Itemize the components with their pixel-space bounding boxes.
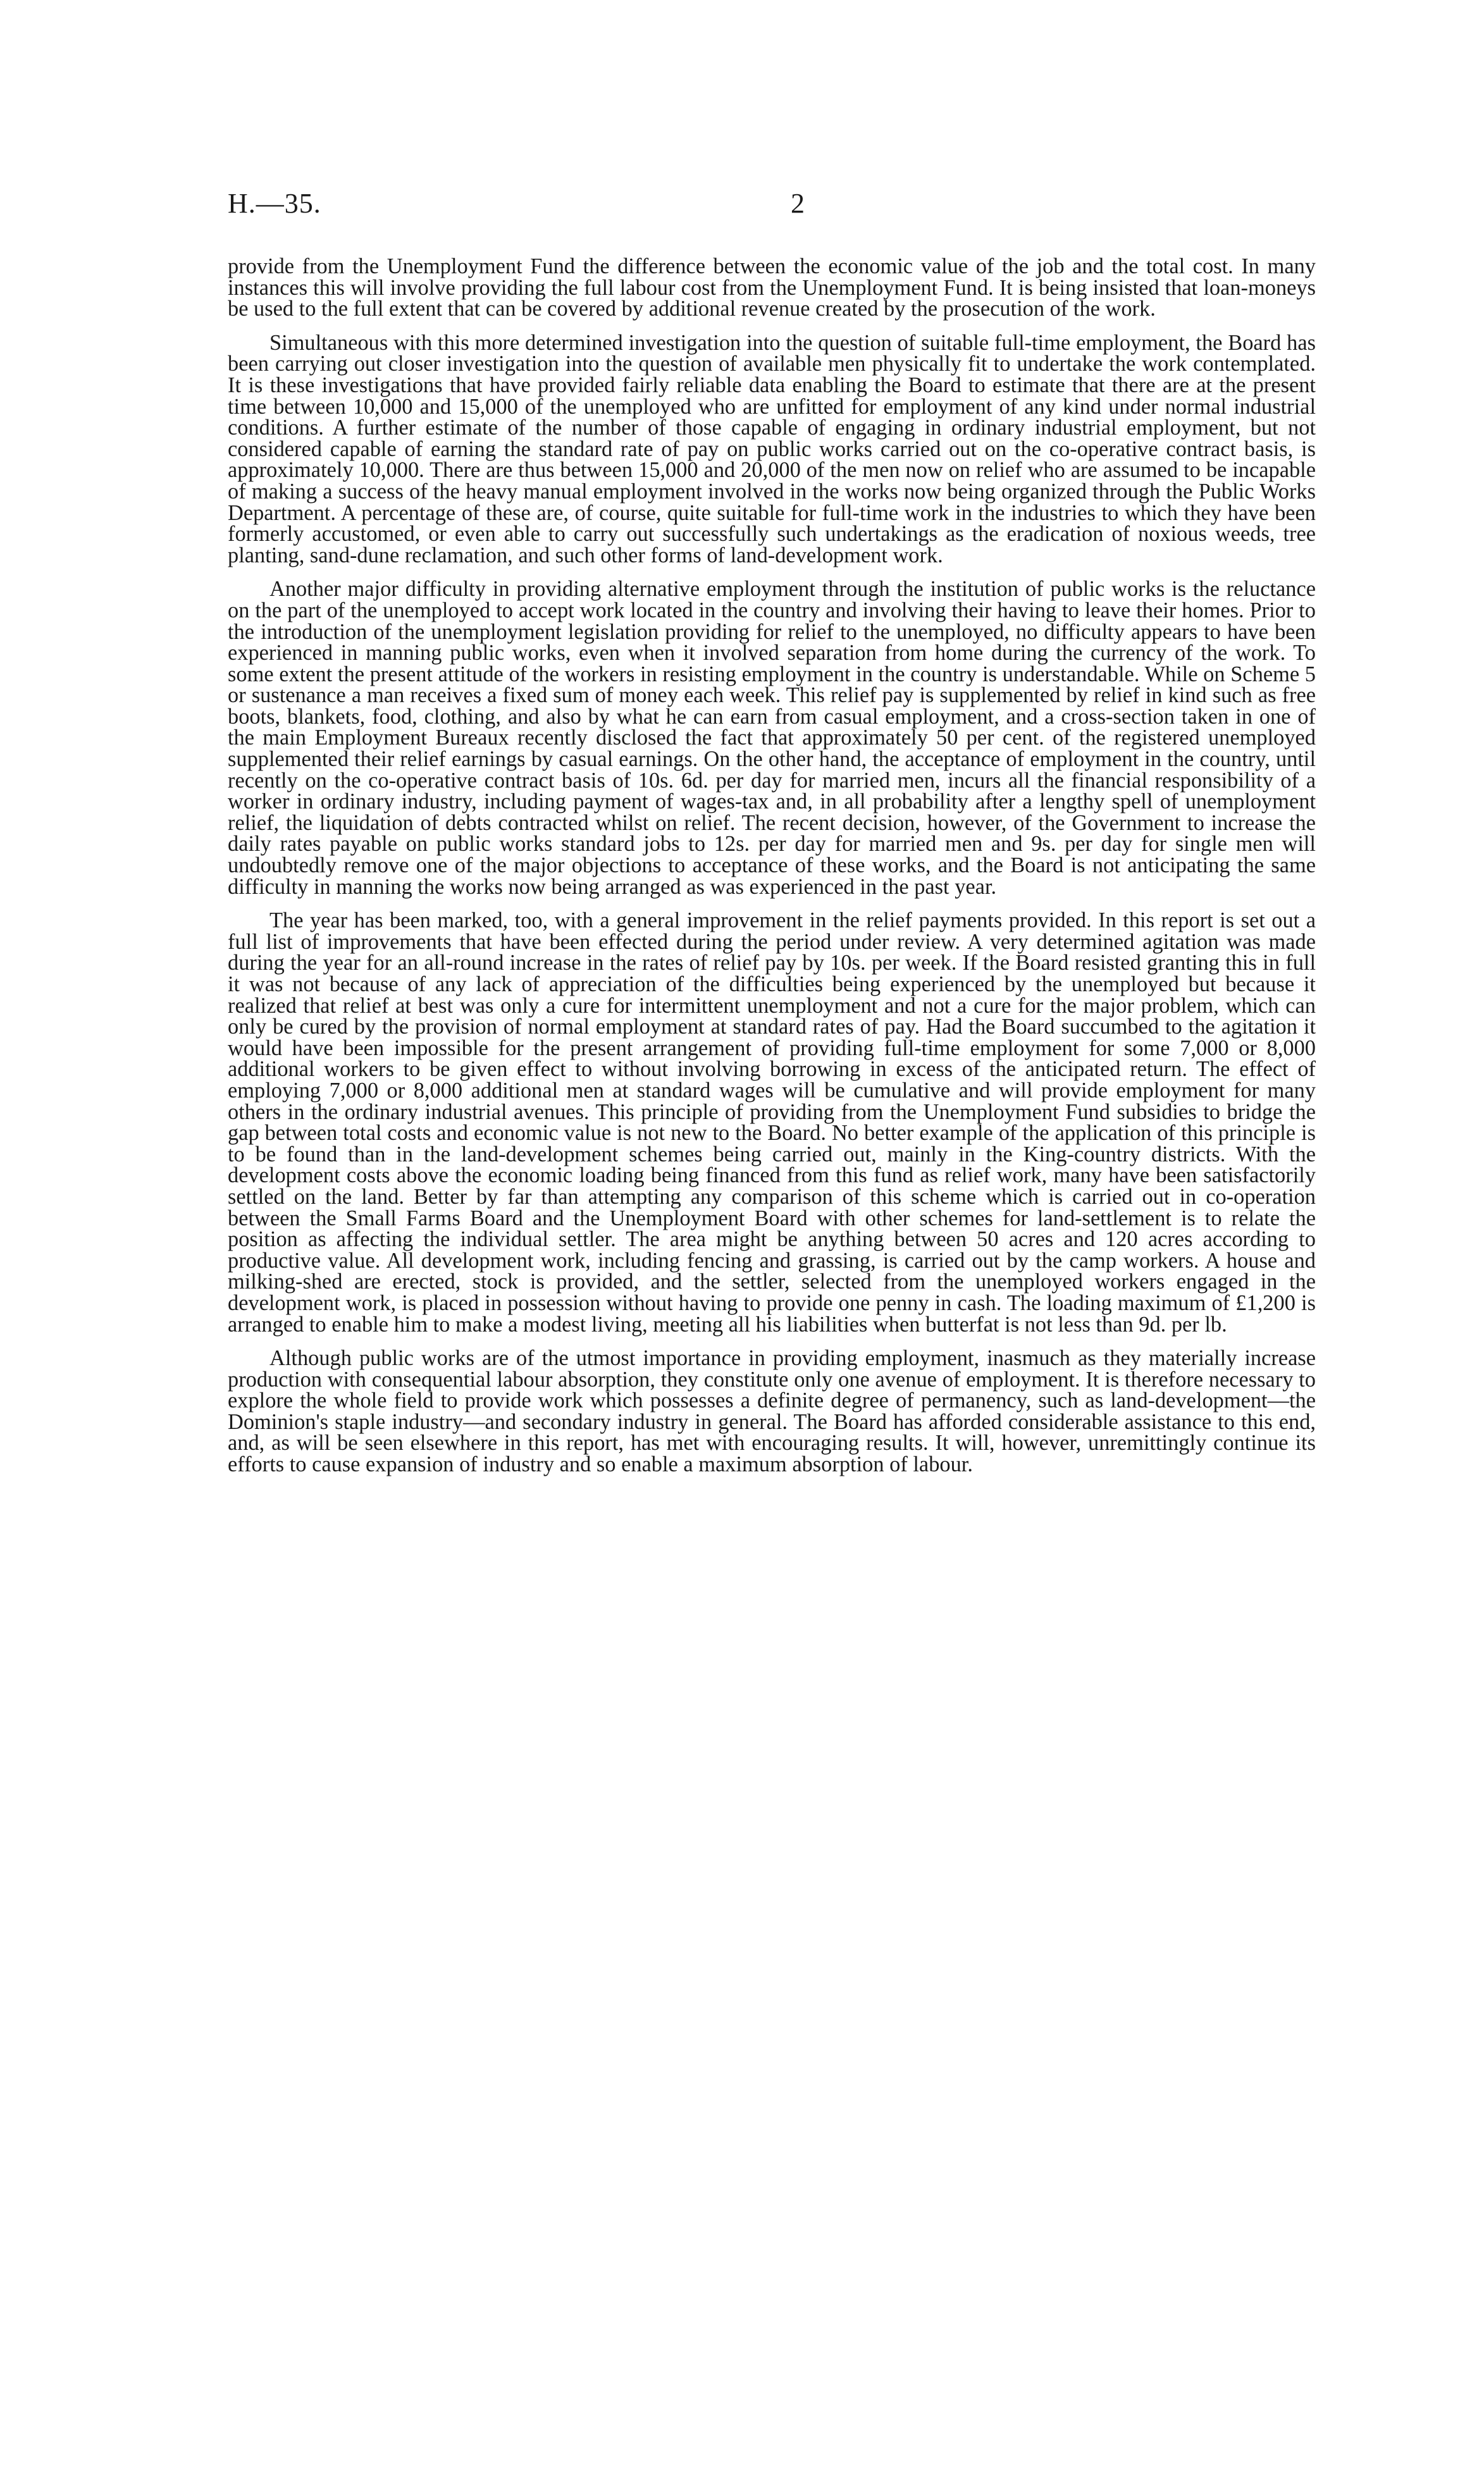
paragraph-relief-improvements: The year has been marked, too, with a general improvement in the relief payments provided. In this report is set out a full list of improvements that have been effected during the period under review. A very determined agitation was made during the year for an all-round increase in the rates of relief pay by 10s. per week. If the Board resisted granting this in full it was not because of any lack of appreciation of the difficulties being experienced by the unemployed but because it realized that relief at best was only a cure for intermittent unemployment and not a cure for the major problem, which can only be cured by the provision of normal employment at standard rates of pay. Had the Board succumbed to the agitation it would have been impossible for the present arrangement of providing full-time employment for some 7,000 or 8,000 additional workers to be given effect to without involving borrowing in excess of the anticipated return. The effect of employing 7,000 or 8,000 additional men at standard wages will be cumulative and will provide employment for many others in the ordinary industrial avenues. This principle of providing from the Unemployment Fund subsidies to bridge the gap between total costs and economic value is not new to the Board. No better example of the application of this principle is to be found than in the land-development schemes being carried out, mainly in the King-country districts. With the development costs above the economic loading being financed from this fund as relief work, many have been satisfactorily settled on the land. Better by far than attempting any comparison of this scheme which is carried out in co-operation between the Small Farms Board and the Unemployment Board with other schemes for land-settlement is to relate the position as affecting the individual settler. The area might be anything between 50 acres and 120 acres according to productive value. All development work, including fencing and grassing, is carried out by the camp workers. A house and milking-shed are erected, stock is provided, and the settler, selected from the unemployed workers engaged in the development work, is placed in possession without having to provide one penny in cash. The loading maximum of £1,200 is arranged to enable him to make a modest living, meeting all his liabilities when butterfat is not less than 9d. per lb.: [228, 908, 1316, 1337]
report-body: [228, 256, 1316, 1488]
document-reference: H.—35.: [228, 188, 321, 219]
page-header: [228, 187, 1316, 238]
paragraph-public-works-avenue: Although public works are of the utmost importance in providing employment, inasmuch as they materially increase production with consequential labour absorption, they constitute only one avenue of employment. It is therefore necessary to explore the whole field to provide work which possesses a definite degree of permanency, such as land-development—the Dominion's staple industry—and secondary industry in general. The Board has afforded considerable assistance to this end, and, as will be seen elsewhere in this report, has met with encouraging results. It will, however, unremittingly continue its efforts to cause expansion of industry and so enable a maximum absorption of labour.: [228, 1346, 1316, 1477]
page-number: 2: [791, 188, 805, 219]
paragraph-country-work-reluctance: Another major difficulty in providing alternative employment through the institution of public works is the reluctance on the part of the unemployed to accept work located in the country and involving their having to leave their homes. Prior to the introduction of the unemployment legislation providing for relief to the unemployed, no difficulty appears to have been experienced in manning public works, even when it involved separation from home during the currency of the work. To some extent the present attitude of the workers in resisting employment in the country is understandable. While on Scheme 5 or sustenance a man receives a fixed sum of money each week. This relief pay is supplemented by relief in kind such as free boots, blankets, food, clothing, and also by what he can earn from casual employment, and a cross-section taken in one of the main Employment Bureaux recently disclosed the fact that approximately 50 per cent. of the registered unemployed supplemented their relief earnings by casual earnings. On the other hand, the acceptance of employment in the country, until recently on the co-operative contract basis of 10s. 6d. per day for married men, incurs all the financial responsibility of a worker in ordinary industry, including payment of wages-tax and, in all probability after a lengthy spell of unemployment relief, the liquidation of debts contracted whilst on relief. The recent decision, however, of the Government to increase the daily rates payable on public works standard jobs to 12s. per day for married men and 9s. per day for single men will undoubtedly remove one of the major objections to acceptance of these works, and the Board is not anticipating the same difficulty in manning the works now being arranged as was experienced in the past year.: [228, 577, 1316, 899]
paragraph-fitness-investigation: Simultaneous with this more determined investigation into the question of suitable full-time employment, the Board has been carrying out closer investigation into the question of available men physically fit to undertake the work contemplated. It is these investigations that have provided fairly reliable data enabling the Board to estimate that there are at the present time between 10,000 and 15,000 of the unemployed who are unfitted for employment of any kind under normal industrial conditions. A further estimate of the number of those capable of engaging in ordinary industrial employment, but not considered capable of earning the standard rate of pay on public works carried out on the co-operative contract basis, is approximately 10,000. There are thus between 15,000 and 20,000 of the men now on relief who are assumed to be incapable of making a success of the heavy manual employment involved in the works now being organized through the Public Works Department. A percentage of these are, of course, quite suitable for full-time work in the industries to which they have been formerly accustomed, or even able to carry out successfully such undertakings as the eradication of noxious weeds, tree planting, sand-dune reclamation, and such other forms of land-development work.: [228, 330, 1316, 567]
paragraph-funding-difference: provide from the Unemployment Fund the difference between the economic value of the job and the total cost. In many instances this will involve providing the full labour cost from the Unemployment Fund. It is being insisted that loan-moneys be used to the full extent that can be covered by additional revenue created by the prosecution of the work.: [228, 254, 1316, 321]
